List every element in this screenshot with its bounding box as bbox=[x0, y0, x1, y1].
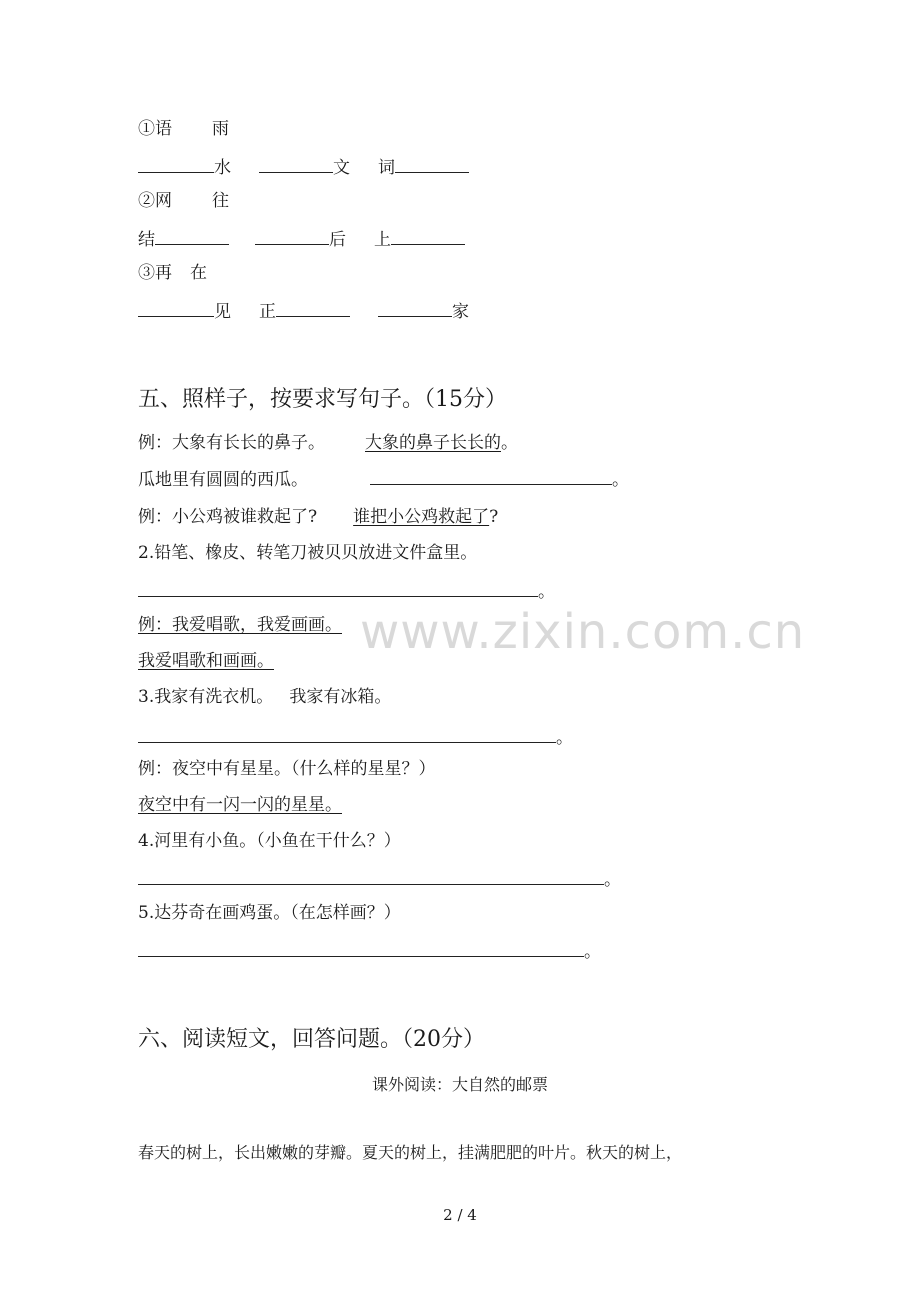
answer-blank[interactable] bbox=[259, 156, 333, 173]
answer-blank[interactable] bbox=[378, 300, 452, 317]
answer-blank[interactable] bbox=[391, 228, 465, 245]
watermark: www.zixin.com.cn bbox=[360, 604, 806, 660]
group2-row: 结 后 上 bbox=[138, 228, 465, 251]
reading-text: 春天的树上，长出嫩嫩的芽瓣。夏天的树上，挂满肥肥的叶片。秋天的树上， bbox=[138, 1143, 683, 1162]
question2: 2.铅笔、橡皮、转笔刀被贝贝放进文件盒里。 bbox=[138, 543, 478, 563]
answer-blank[interactable] bbox=[138, 300, 214, 317]
answer-line3: 。 bbox=[138, 726, 573, 749]
section6-title: 六、阅读短文，回答问题。（20分） bbox=[138, 1027, 485, 1052]
reading-title: 课外阅读：大自然的邮票 bbox=[371, 1075, 548, 1094]
example3-line2: 我爱唱歌和画画。 bbox=[138, 651, 274, 671]
group3-head: ③再 在 bbox=[138, 263, 207, 283]
answer-blank[interactable] bbox=[255, 228, 329, 245]
answer-blank[interactable] bbox=[138, 726, 556, 743]
question5: 5.达芬奇在画鸡蛋。（在怎样画？） bbox=[138, 903, 401, 923]
answer-blank[interactable] bbox=[395, 156, 469, 173]
example2: 例：小公鸡被谁救起了? 谁把小公鸡救起了? bbox=[138, 507, 499, 527]
answer-blank[interactable] bbox=[155, 228, 229, 245]
answer-blank[interactable] bbox=[138, 940, 584, 957]
answer-blank[interactable] bbox=[276, 300, 350, 317]
question1: 瓜地里有圆圆的西瓜。 。 bbox=[138, 470, 629, 490]
answer-line5: 。 bbox=[138, 940, 601, 963]
section5-title: 五、照样子，按要求写句子。（15分） bbox=[138, 387, 507, 412]
page-number: 2 / 4 bbox=[443, 1206, 477, 1224]
answer-blank[interactable] bbox=[138, 868, 604, 885]
group2-head: ②网 往 bbox=[138, 191, 229, 211]
answer-line4: 。 bbox=[138, 868, 621, 891]
question3: 3.我家有洗衣机。 我家有冰箱。 bbox=[138, 687, 392, 707]
example1: 例：大象有长长的鼻子。 大象的鼻子长长的。 bbox=[138, 433, 518, 453]
group1-head: ①语 雨 bbox=[138, 119, 229, 139]
answer-blank[interactable] bbox=[138, 156, 214, 173]
example4-answer: 夜空中有一闪一闪的星星。 bbox=[138, 795, 342, 815]
question4: 4.河里有小鱼。（小鱼在干什么？） bbox=[138, 831, 401, 851]
example3-line1: 例：我爱唱歌，我爱画画。 bbox=[138, 615, 342, 635]
answer-blank[interactable] bbox=[370, 468, 612, 485]
group1-row: 水 文 词 bbox=[138, 156, 469, 179]
group3-row: 见 正 家 bbox=[138, 300, 469, 323]
answer-line2: 。 bbox=[138, 580, 555, 603]
answer-blank[interactable] bbox=[138, 580, 538, 597]
example4: 例：夜空中有星星。（什么样的星星？） bbox=[138, 759, 436, 779]
